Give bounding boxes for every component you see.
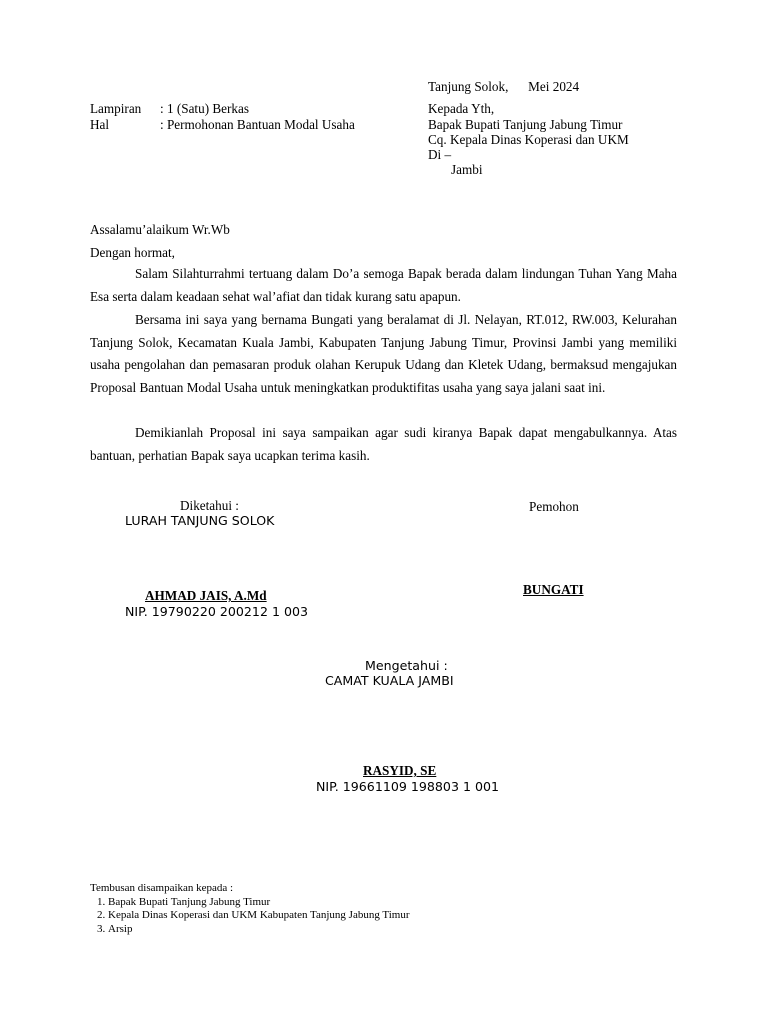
- center-signatory-nip: NIP. 19661109 198803 1 001: [316, 779, 500, 794]
- left-signatory-name: AHMAD JAIS, A.Md: [145, 588, 267, 603]
- lampiran-label: Lampiran: [90, 101, 142, 116]
- recipient-line-3: Cq. Kepala Dinas Koperasi dan UKM: [428, 132, 629, 147]
- paragraph-1: Salam Silahturrahmi tertuang dalam Do’a semoga Bapak berada dalam lindungan Tuhan Yang Maha Esa serta dalam keadaan sehat wal’afiat dan tidak kurang satu apapun.: [90, 266, 677, 304]
- cc-title: Tembusan disampaikan kepada :: [90, 882, 234, 894]
- cc-item: 2. Kepala Dinas Koperasi dan UKM Kabupaten Tanjung Jabung Timur: [108, 909, 409, 923]
- cc-item: 1. Bapak Bupati Tanjung Jabung Timur: [108, 896, 409, 910]
- recipient-line-5: Jambi: [451, 162, 483, 177]
- left-title: LURAH TANJUNG SOLOK: [125, 513, 275, 528]
- cc-list: [90, 896, 409, 937]
- recipient-line-4: Di –: [428, 147, 452, 162]
- left-known-label: Diketahui :: [180, 498, 239, 513]
- left-signatory-nip: NIP. 19790220 200212 1 003: [125, 604, 309, 619]
- cc-item: 3. Arsip: [108, 923, 409, 937]
- paragraph-3: Demikianlah Proposal ini saya sampaikan agar sudi kiranya Bapak dapat mengabulkannya. Atas bantuan, perhatian Bapak saya ucapkan terima kasih.: [90, 425, 677, 463]
- applicant-name: BUNGATI: [523, 582, 584, 597]
- lampiran-value: : 1 (Satu) Berkas: [160, 101, 249, 116]
- hal-value: : Permohonan Bantuan Modal Usaha: [160, 117, 355, 132]
- greeting: Assalamu’alaikum Wr.Wb: [90, 222, 230, 237]
- cc-block: [90, 882, 409, 936]
- recipient-line-1: Kepada Yth,: [428, 101, 495, 116]
- center-known-label: Mengetahui :: [365, 658, 448, 673]
- recipient-line-2: Bapak Bupati Tanjung Jabung Timur: [428, 117, 623, 132]
- hal-label: Hal: [90, 117, 110, 132]
- place-date: Tanjung Solok, Mei 2024: [428, 79, 580, 94]
- center-signatory-name: RASYID, SE: [363, 763, 437, 778]
- applicant-label: Pemohon: [529, 499, 579, 514]
- salutation: Dengan hormat,: [90, 245, 175, 260]
- paragraph-2: Bersama ini saya yang bernama Bungati yang beralamat di Jl. Nelayan, RT.012, RW.003, Kelurahan Tanjung Solok, Kecamatan Kuala Jambi, Kabupaten Tanjung Jabung Timur, Provinsi Jambi yang memiliki usaha pengolahan dan pemasaran produk olahan Kerupuk Udang dan Kletek Udang, bermaksud mengajukan Proposal Bantuan Modal Usaha untuk meningkatkan produktifitas usaha yang saya jalani saat ini.: [90, 312, 677, 396]
- center-title: CAMAT KUALA JAMBI: [325, 673, 454, 688]
